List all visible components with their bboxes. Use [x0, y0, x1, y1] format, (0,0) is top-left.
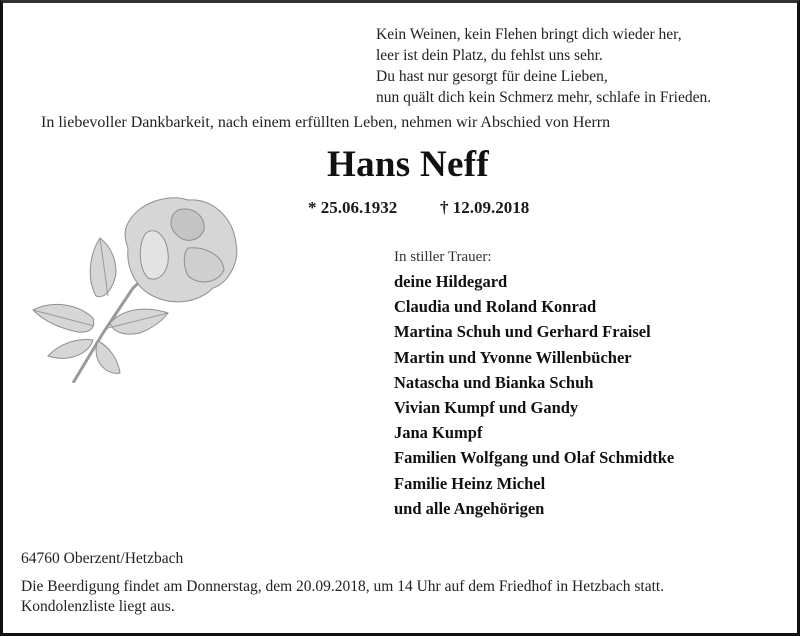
funeral-line: Kondolenzliste liegt aus. — [21, 598, 175, 615]
intro-text: In liebevoller Dankbarkeit, nach einem erfüllten Leben, nehmen wir Abschied von Herrn — [41, 114, 611, 131]
birth-date: * 25.06.1932 — [308, 198, 398, 217]
mourner: Familien Wolfgang und Olaf Schmidtke — [394, 448, 675, 468]
poem-line: Du hast nur gesorgt für deine Lieben, — [376, 68, 608, 85]
mourners-list — [394, 249, 674, 521]
poem — [376, 24, 711, 108]
mourner: und alle Angehörigen — [394, 498, 545, 518]
death-date: † 12.09.2018 — [440, 198, 530, 217]
mourner: Jana Kumpf — [394, 423, 483, 443]
place: 64760 Oberzent/Hetzbach — [21, 550, 184, 567]
poem-line: leer ist dein Platz, du fehlst uns sehr. — [376, 47, 603, 64]
poem-line: Kein Weinen, kein Flehen bringt dich wieder her, — [376, 26, 682, 43]
mourner: Vivian Kumpf und Gandy — [394, 398, 579, 418]
mourner: Martina Schuh und Gerhard Fraisel — [394, 322, 651, 342]
deceased-name: Hans Neff — [327, 144, 489, 185]
mourner: Natascha und Bianka Schuh — [394, 372, 594, 392]
mourner: Claudia und Roland Konrad — [394, 297, 597, 317]
mourner: deine Hildegard — [394, 272, 508, 291]
poem-line: nun quält dich kein Schmerz mehr, schlafe in Frieden. — [376, 89, 712, 106]
mourner: Familie Heinz Michel — [394, 473, 546, 493]
mourner: Martin und Yvonne Willenbücher — [394, 347, 632, 367]
funeral-info — [21, 577, 664, 617]
rose-icon — [28, 188, 253, 383]
funeral-line: Die Beerdigung findet am Donnerstag, dem 20.09.2018, um 14 Uhr auf dem Friedhof in Hetzbach statt. — [21, 578, 665, 595]
mourners-label: In stiller Trauer: — [394, 249, 492, 265]
